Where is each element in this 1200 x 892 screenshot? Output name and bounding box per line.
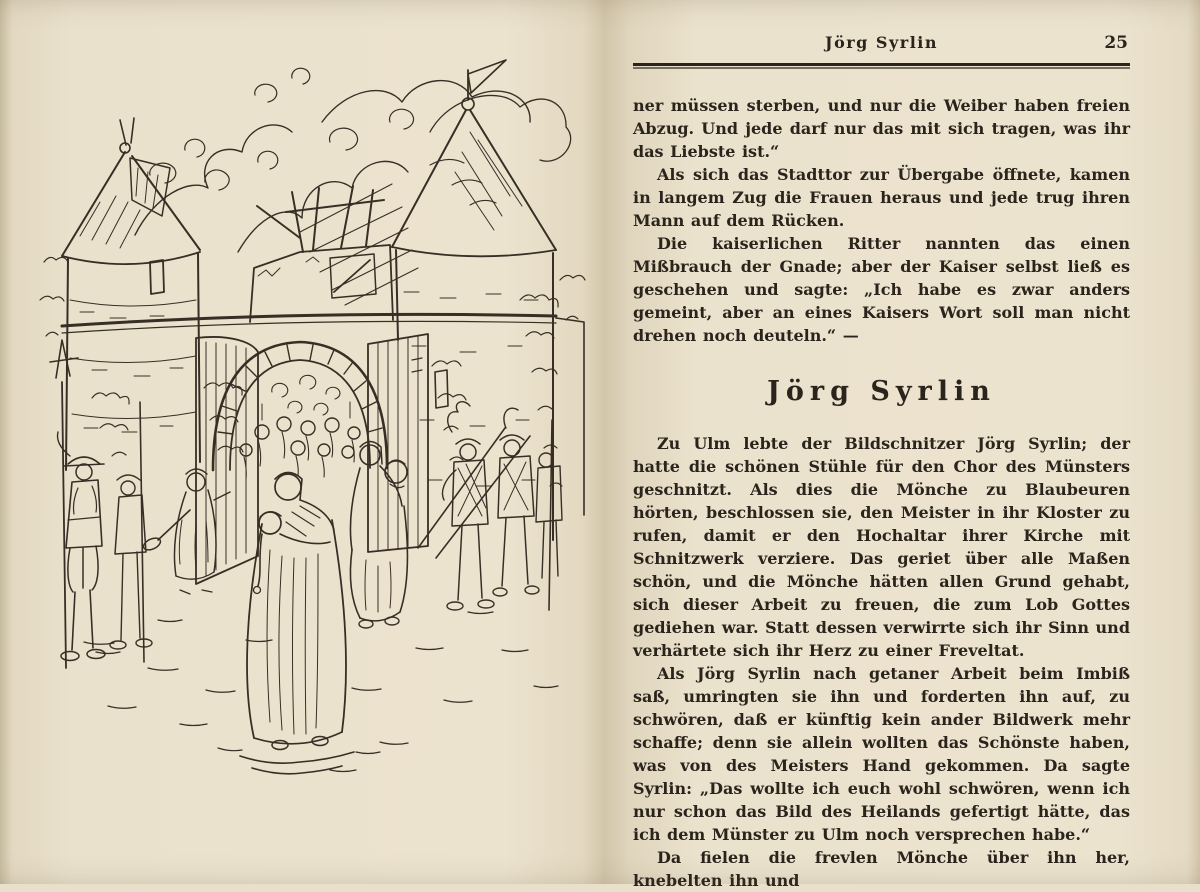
page-number: 25 xyxy=(1104,33,1128,53)
header-rule-thick xyxy=(633,63,1130,66)
running-header xyxy=(633,0,1130,58)
text-block xyxy=(633,94,1130,892)
section-heading: Jörg Syrlin xyxy=(767,375,996,407)
header-rule-thin xyxy=(633,67,1130,69)
right-page xyxy=(633,0,1130,890)
running-header-title: Jörg Syrlin xyxy=(825,33,938,52)
paragraph: Als sich das Stadttor zur Übergabe öffnete, kamen in langem Zug die Frauen heraus und jede trug ihren Mann auf dem Rücken. xyxy=(633,164,1130,230)
paragraph: Als Jörg Syrlin nach getaner Arbeit beim Imbiß saß, umringten sie ihn und forderten ihn auf, zu schwören, daß er künftig kein ander Bildwerk mehr schaffe; denn sie allein wollten das Schönste haben, was von des Meisters Hand gekommen. Da sagte Syrlin: „Das wollte ich euch wohl schwören, wenn ich nur schon das Bild des Heilands gefertigt hätte, das ich dem Münster zu Ulm noch versprechen habe.“ xyxy=(633,663,1130,844)
left-page xyxy=(0,0,600,884)
paragraph: Da fielen die frevlen Mönche über ihn her, knebelten ihn und xyxy=(633,847,1130,890)
paragraph-continuation: ner müssen sterben, und nur die Weiber haben freien Abzug. Und jede darf nur das mit sich tragen, was ihr das Liebste ist.“ xyxy=(633,95,1130,161)
paragraph: Die kaiserlichen Ritter nannten das einen Mißbrauch der Gnade; aber der Kaiser selbst ließ es geschehen und sagte: „Ich habe es zwar anders gemeint, aber an eines Kaisers Wort soll man nicht drehen noch deuteln.“ — xyxy=(633,233,1130,345)
paragraph: Zu Ulm lebte der Bildschnitzer Jörg Syrlin; der hatte die schönen Stühle für den Chor des Münsters geschnitzt. Als dies die Mönche zu Blaubeuren hörten, beschlossen sie, den Meister in ihr Kloster zu rufen, damit er den Hochaltar ihrer Kirche mit Schnitzwerk verziere. Das geriet über alle Maßen schön, und die Mönche hätten allen Grund gehabt, sich dieser Arbeit zu freuen, die zum Lob Gottes gediehen war. Statt dessen verwirrte sich ihr Sinn und verhärtete sich ihr Herz zu einer Freveltat. xyxy=(633,433,1130,660)
illustration-weinsberg-gate xyxy=(0,0,600,884)
